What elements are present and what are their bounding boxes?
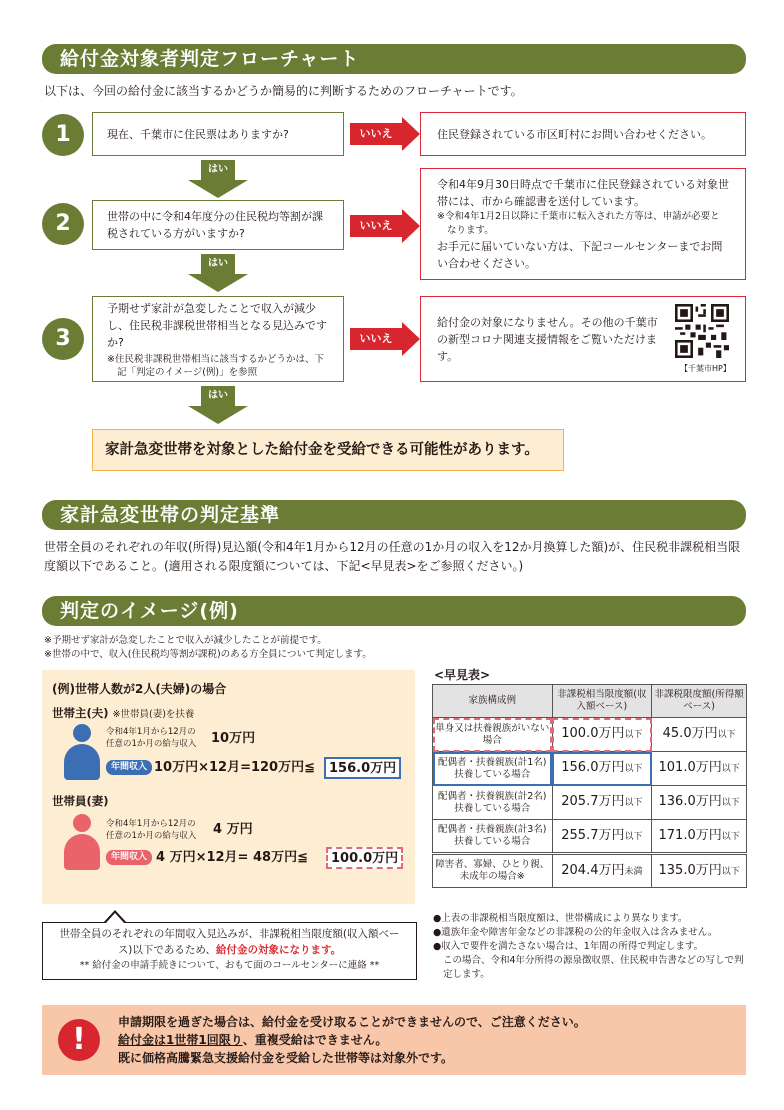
callout-highlight: 給付金の対象になります。 [216, 944, 342, 956]
hayami-note: ●収入で要件を満たさない場合は、1年間の所得で判定します。 [433, 941, 704, 952]
image-note-2: ※世帯の中で、収入(住民税均等割が課税)のある方全員について判定します。 [44, 649, 372, 660]
member-label: 世帯員(妻) [52, 794, 109, 808]
row-shotoku: 171.0万円以下 [652, 820, 747, 854]
head-sub-text: ※世帯員(妻)を扶養 [112, 709, 195, 720]
step-2-no-arrow [350, 209, 422, 243]
member-limit: 100.0万円 [326, 847, 403, 869]
alert-line-2-underlined: 給付金は1世帯1回限り [118, 1033, 243, 1047]
arrow-down-icon [188, 406, 248, 424]
step-3-yes-arrow [188, 386, 248, 424]
step-1-no-label: いいえ [350, 123, 402, 145]
criteria-text: 世帯全員のそれぞれの年収(所得)見込額(令和4年1月から12月の任意の1か月の収入を12か月換算した額)が、住民税非課税相当限度額以下であること。(適用される限度額については、下記<早見表>をご参照ください。) [44, 540, 741, 573]
yes-label: はい [201, 160, 235, 180]
arrow-down-icon [188, 180, 248, 198]
step-3-no-result-text: 給付金の対象になりません。その他の千葉市の新型コロナ関連支援情報をご覧いただけます。 [437, 315, 658, 363]
row-income: 205.7万円以下 [552, 786, 652, 820]
step-1-no-arrow [350, 117, 422, 151]
husband-icon [64, 724, 100, 780]
arrow-right-icon [402, 117, 420, 151]
qr-code-icon[interactable] [675, 304, 729, 358]
step-1-no-result [420, 112, 746, 156]
alert-line-2 [118, 1031, 586, 1049]
step-2-no-result [420, 168, 746, 280]
head-limit: 156.0万円 [324, 757, 401, 779]
result-callout [42, 922, 417, 980]
step-2-number: 2 [42, 203, 84, 245]
step-2-result-line1: 令和4年9月30日時点で千葉市に住民登録されている対象世帯には、市から確認書を送付しています。 [437, 178, 729, 208]
row-shotoku: 101.0万円以下 [652, 752, 747, 786]
hayami-note: ●遺族年金や障害年金などの非課税の公的年金収入は含みません。 [433, 927, 718, 938]
row-income: 204.4万円未満 [552, 854, 652, 888]
member-calc: 4 万円×12月= 48万円≦ [156, 850, 308, 865]
flowchart-result: 家計急変世帯を対象とした給付金を受給できる可能性があります。 [92, 429, 564, 471]
table-row [433, 752, 747, 786]
exclamation-icon: ! [58, 1019, 100, 1061]
row-shotoku: 136.0万円以下 [652, 786, 747, 820]
row-income: 156.0万円以下 [552, 752, 652, 786]
head-label [52, 704, 194, 724]
step-1-question [92, 112, 344, 156]
arrow-right-icon [402, 209, 420, 243]
member-income: 4 万円 [213, 822, 253, 837]
step-2-yes-arrow [188, 254, 248, 292]
step-3-question-note: ※住民税非課税世帯相当に該当するかどうかは、下記「判定のイメージ(例)」を参照 [107, 353, 324, 378]
step-3-question-text: 予期せず家計が急変したことで収入が減少し、住民税非課税世帯相当となる見込みですか? [107, 301, 327, 349]
row-income: 255.7万円以下 [552, 820, 652, 854]
arrow-right-icon [402, 322, 420, 356]
row-family: 配偶者・扶養親族(計2名)扶養している場合 [433, 786, 553, 820]
step-1-yes-arrow [188, 160, 248, 198]
arrow-down-icon [188, 274, 248, 292]
row-family: 配偶者・扶養親族(計3名)扶養している場合 [433, 820, 553, 854]
row-family: 単身又は扶養親族がいない場合 [433, 718, 553, 752]
step-3-no-label: いいえ [350, 328, 402, 350]
row-income: 100.0万円以下 [552, 718, 652, 752]
row-shotoku: 135.0万円以下 [652, 854, 747, 888]
step-2-result-line2: お手元に届いていない方は、下記コールセンターまでお問い合わせください。 [437, 240, 723, 270]
row-shotoku: 45.0万円以下 [652, 718, 747, 752]
flowchart-intro: 以下は、今回の給付金に該当するかどうか簡易的に判断するためのフローチャートです。 [44, 84, 523, 98]
step-1-number: 1 [42, 114, 84, 156]
flowchart-banner: 給付金対象者判定フローチャート [42, 44, 746, 74]
head-annual-badge: 年間収入 [106, 760, 152, 775]
table-row [433, 854, 747, 888]
criteria-banner: 家計急変世帯の判定基準 [42, 500, 746, 530]
row-family: 配偶者・扶養親族(計1名)扶養している場合 [433, 752, 553, 786]
table-header [433, 685, 747, 718]
case-title: (例)世帯人数が2人(夫婦)の場合 [52, 682, 227, 696]
yes-label: はい [201, 254, 235, 274]
step-2-no-label: いいえ [350, 215, 402, 237]
head-income-label: 令和4年1月から12月の任意の1か月の給与収入 [106, 727, 197, 749]
head-calc: 10万円×12月=120万円≦ [154, 760, 315, 775]
image-note-1: ※予期せず家計が急変したことで収入が減少したことが前提です。 [44, 635, 327, 646]
hayami-title: <早見表> [434, 668, 491, 682]
hayami-notes [433, 912, 753, 982]
callout-text: 世帯全員のそれぞれの年間収入見込みが、非課税相当限度額(収入額ベース)以下であるため、 [59, 928, 400, 956]
table-row [433, 786, 747, 820]
hayami-note: ●上表の非課税相当限度額は、世帯構成により異なります。 [433, 913, 688, 924]
header-shotoku-base: 非課税限度額(所得額ベース) [652, 685, 747, 718]
hayami-note: この場合、令和4年分所得の源泉徴収票、住民税申告書などの写しで判定します。 [443, 955, 744, 980]
member-income-label: 令和4年1月から12月の任意の1か月の給与収入 [106, 819, 197, 841]
step-1-no-result-text: 住民登録されている市区町村にお問い合わせください。 [437, 127, 712, 141]
head-label-text: 世帯主(夫) [52, 706, 109, 720]
image-banner: 判定のイメージ(例) [42, 596, 746, 626]
step-2-question [92, 200, 344, 250]
header-family: 家族構成例 [433, 685, 553, 718]
deadline-alert [42, 1005, 746, 1075]
alert-line-3: 既に価格高騰緊急支援給付金を受給した世帯等は対象外です。 [118, 1051, 454, 1065]
step-3-question [92, 296, 344, 382]
row-family: 障害者、寡婦、ひとり親、未成年の場合※ [433, 854, 553, 888]
qr-caption: 【千葉市HP】 [680, 364, 731, 373]
table-row [433, 718, 747, 752]
member-annual-badge: 年間収入 [106, 850, 152, 865]
hayami-table [432, 684, 747, 888]
alert-line-1: 申請期限を過ぎた場合は、給付金を受け取ることができませんので、ご注意ください。 [118, 1015, 586, 1029]
alert-line-2-rest: 、重複受給はできません。 [242, 1033, 388, 1047]
wife-icon [64, 814, 100, 870]
step-2-question-text: 世帯の中に令和4年度分の住民税均等割が課税されている方がいますか? [107, 210, 323, 240]
step-1-question-text: 現在、千葉市に住民票はありますか? [107, 127, 289, 141]
step-3-no-arrow [350, 322, 422, 356]
header-income-base: 非課税相当限度額(収入額ベース) [552, 685, 652, 718]
step-3-number: 3 [42, 318, 84, 360]
table-row [433, 820, 747, 854]
head-income: 10万円 [211, 731, 256, 746]
step-2-result-note: ※令和4年1月2日以降に千葉市に転入された方等は、申請が必要となります。 [437, 211, 720, 236]
yes-label: はい [201, 386, 235, 406]
callout-note: ** 給付金の申請手続きについて、おもて面のコールセンターに連絡 ** [79, 960, 380, 971]
